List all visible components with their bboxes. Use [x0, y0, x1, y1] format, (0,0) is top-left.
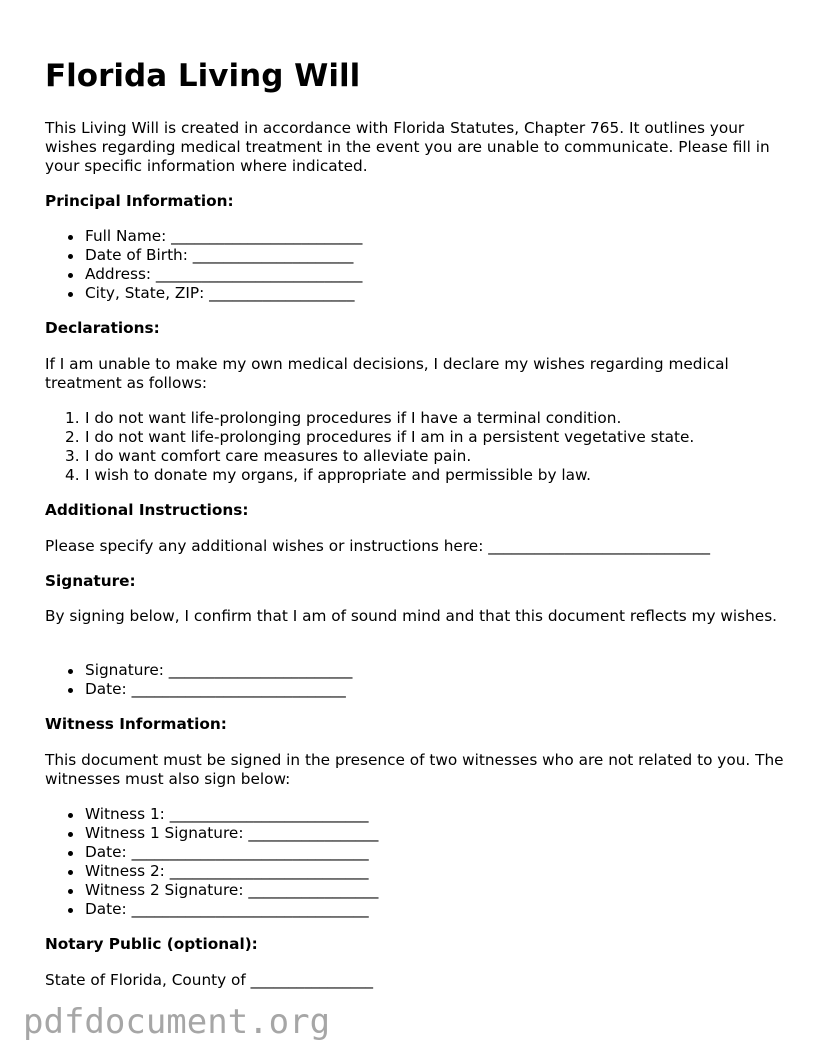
declaration-item — [45, 428, 785, 447]
declaration-item — [45, 466, 785, 485]
witness-item-date-2: Date: _______________________________ — [45, 900, 785, 919]
witness-list — [45, 805, 785, 919]
signature-text: By signing below, I confirm that I am of sound mind and that this document reflects my wishes. — [45, 607, 778, 625]
declaration-number: 4. — [65, 466, 80, 484]
declaration-text: I do want comfort care measures to alleviate pain. — [85, 447, 472, 465]
witness-item-date-1: Date: _______________________________ — [45, 843, 785, 862]
declarations-heading: Declarations: — [45, 319, 160, 337]
principal-item-address: Address: ___________________________ — [45, 265, 785, 284]
witness-item-witness-2-signature: Witness 2 Signature: _________________ — [45, 881, 785, 900]
additional-heading: Additional Instructions: — [45, 501, 249, 519]
principal-item-city-state-zip: City, State, ZIP: ___________________ — [45, 284, 785, 303]
page-title: Florida Living Will — [45, 58, 361, 94]
signature-item-signature: Signature: ________________________ — [45, 661, 785, 680]
principal-list — [45, 227, 785, 303]
declaration-number: 1. — [65, 409, 80, 427]
declaration-text: I do not want life-prolonging procedures if I have a terminal condition. — [85, 409, 622, 427]
additional-text: Please specify any additional wishes or instructions here: _____________________________ — [45, 537, 711, 555]
witness-heading: Witness Information: — [45, 715, 227, 733]
intro-paragraph: This Living Will is created in accordance with Florida Statutes, Chapter 765. It outlines your wishes regarding medical treatment in the event you are unable to communicate. Please fill in your specific information where indicated. — [45, 119, 770, 175]
declaration-text: I do not want life-prolonging procedures if I am in a persistent vegetative state. — [85, 428, 695, 446]
signature-list — [45, 661, 785, 699]
witness-item-witness-2: Witness 2: __________________________ — [45, 862, 785, 881]
principal-item-date-of-birth: Date of Birth: _____________________ — [45, 246, 785, 265]
notary-text: State of Florida, County of ________________ — [45, 971, 374, 989]
declaration-text: I wish to donate my organs, if appropriate and permissible by law. — [85, 466, 592, 484]
signature-heading: Signature: — [45, 572, 136, 590]
declarations-text: If I am unable to make my own medical decisions, I declare my wishes regarding medical treatment as follows: — [45, 355, 729, 392]
notary-heading: Notary Public (optional): — [45, 935, 258, 953]
signature-item-date: Date: ____________________________ — [45, 680, 785, 699]
principal-heading: Principal Information: — [45, 192, 234, 210]
witness-item-witness-1-signature: Witness 1 Signature: _________________ — [45, 824, 785, 843]
declaration-item — [45, 409, 785, 428]
declaration-item — [45, 447, 785, 466]
principal-item-full-name: Full Name: _________________________ — [45, 227, 785, 246]
watermark-logo: pdfdocument.org — [23, 1002, 331, 1042]
declaration-number: 3. — [65, 447, 80, 465]
declaration-number: 2. — [65, 428, 80, 446]
witness-text: This document must be signed in the presence of two witnesses who are not related to you. The witnesses must also sign below: — [45, 751, 784, 788]
witness-item-witness-1: Witness 1: __________________________ — [45, 805, 785, 824]
declarations-list — [45, 409, 785, 485]
